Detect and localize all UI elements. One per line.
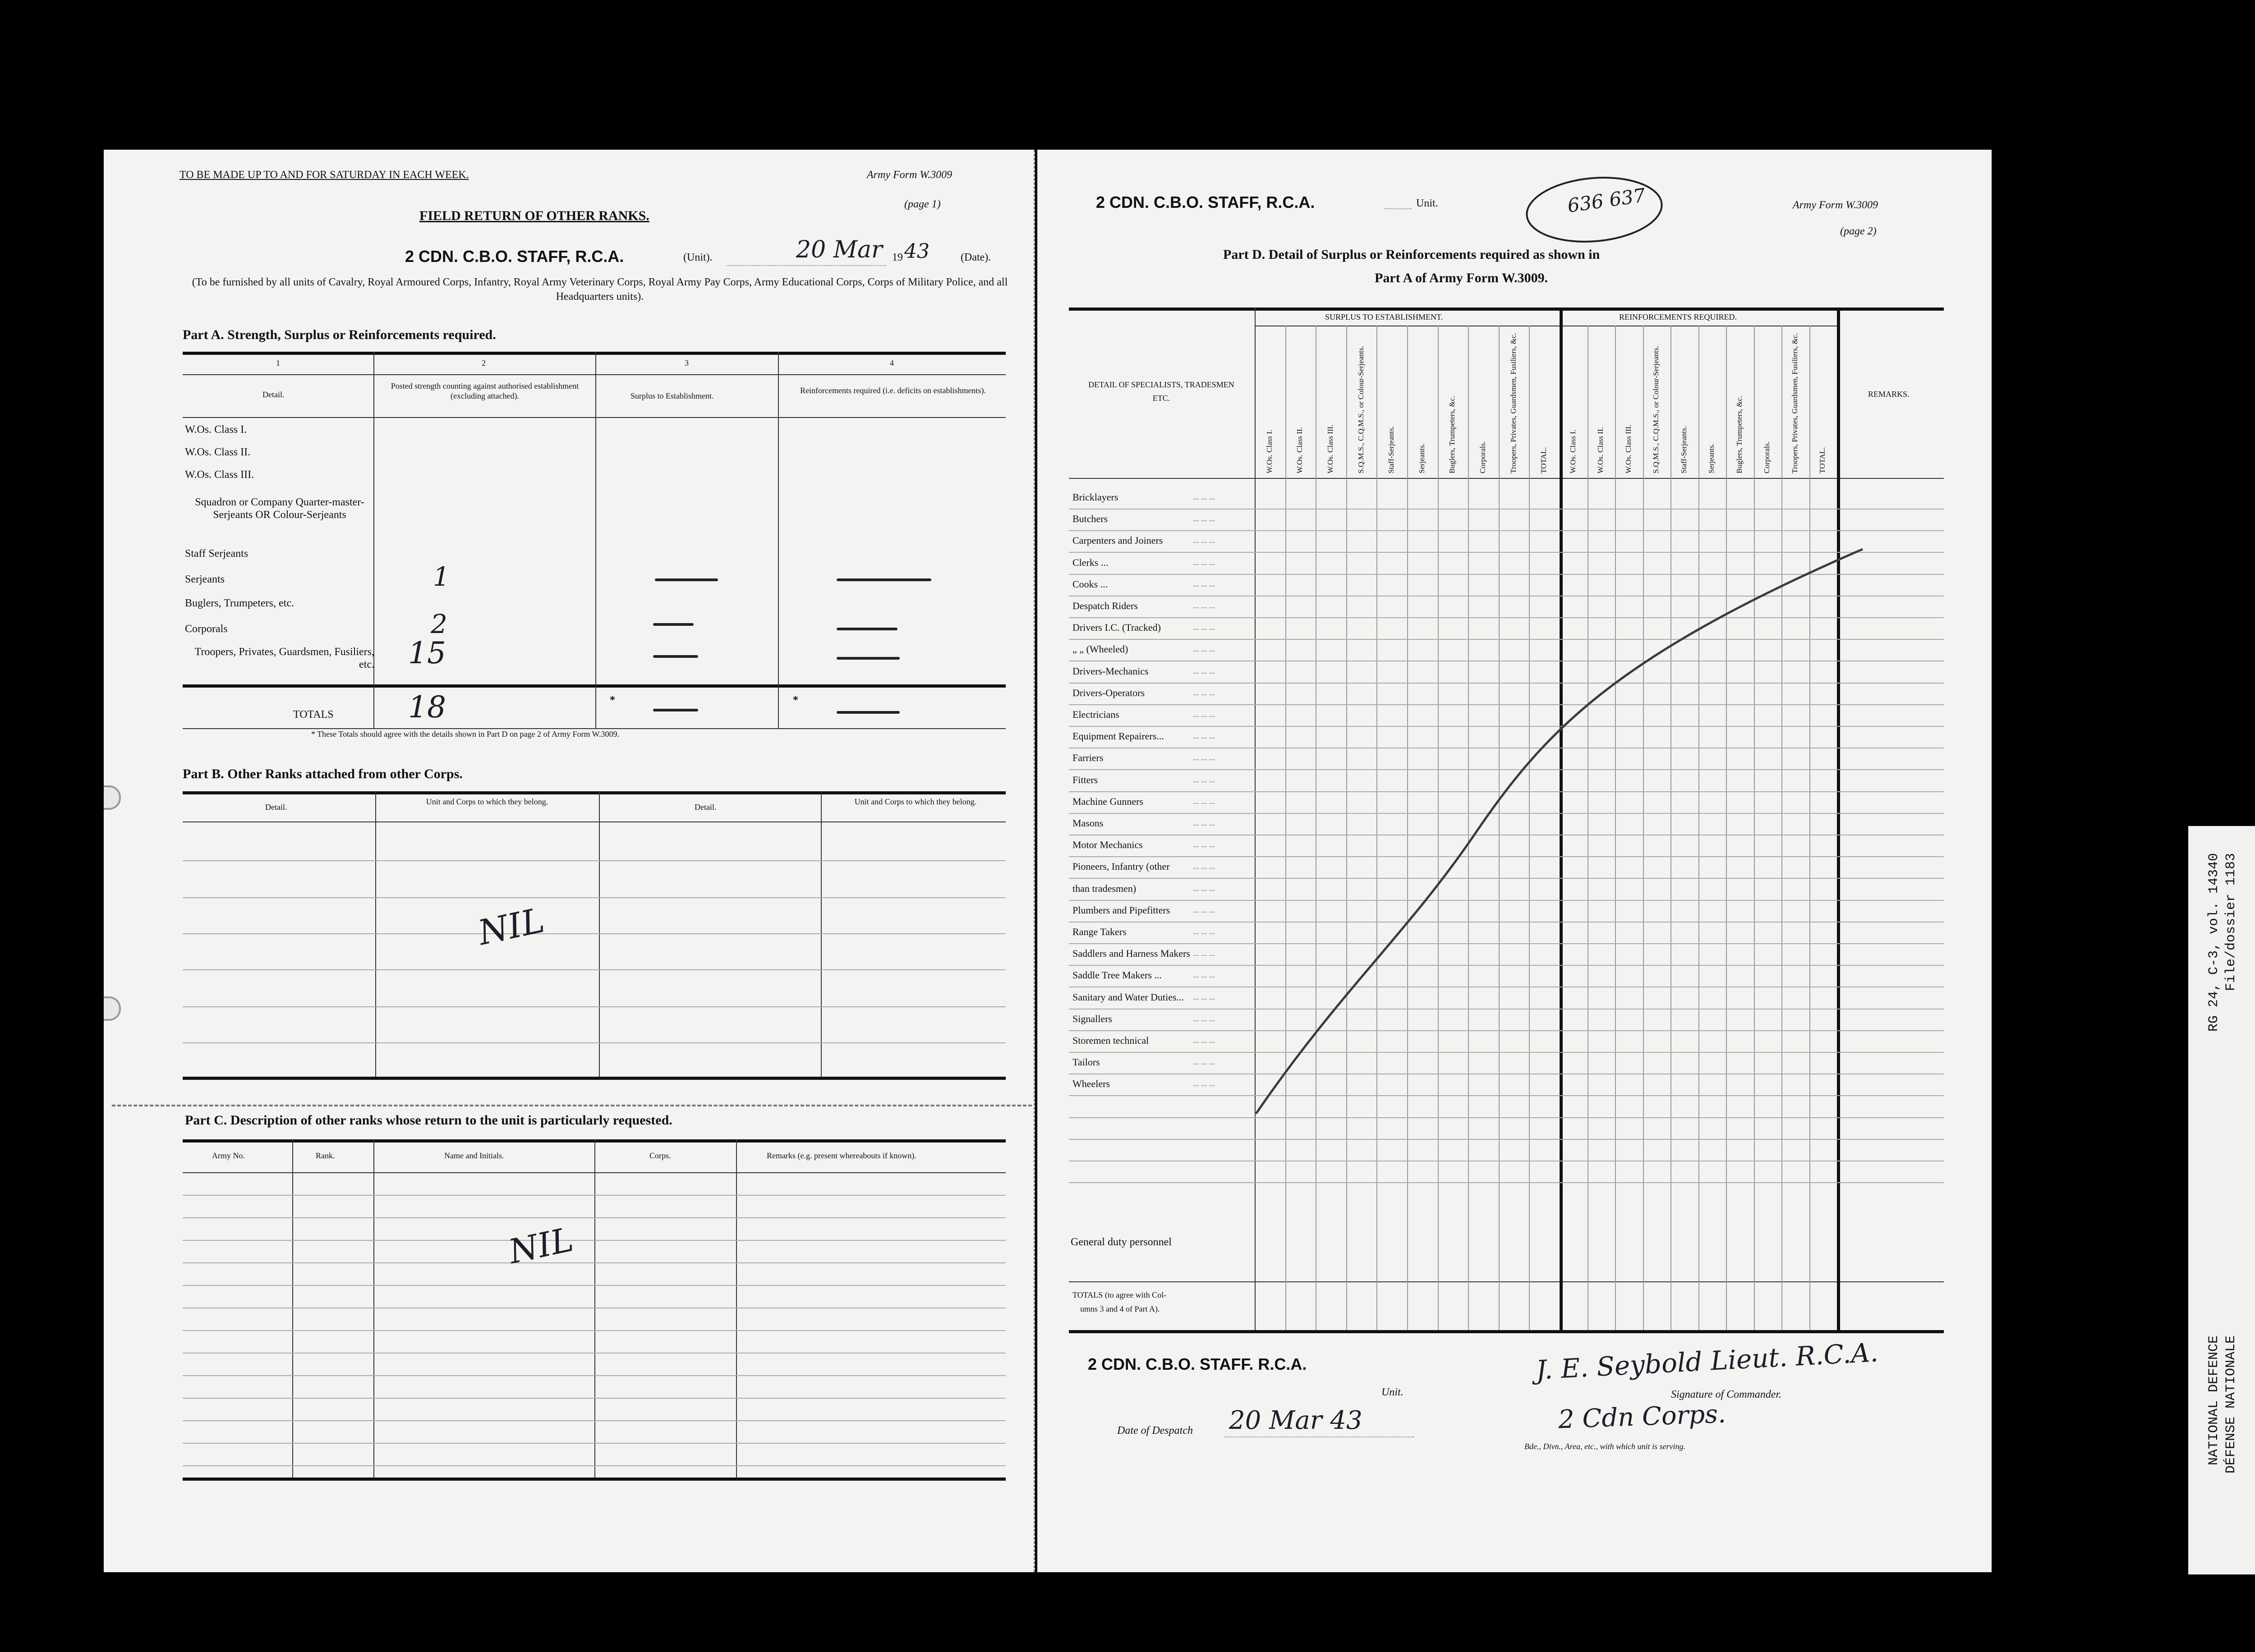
rank-column-header: Troopers, Privates, Guardsmen, Fusiliers, &c. [1509, 333, 1518, 473]
row-rule [1069, 1139, 1944, 1140]
surplus-nil-dash [653, 623, 694, 626]
archive-reference-2: File/dossier 1183 [2223, 853, 2239, 991]
trade-label: Equipment Repairers... [1072, 730, 1164, 742]
reinforcements-header: REINFORCEMENTS REQUIRED. [1619, 312, 1737, 321]
rank-column-header: Buglers, Trumpeters, &c. [1735, 395, 1744, 473]
posted-troopers: 15 [408, 636, 446, 670]
detail-header: DETAIL OF SPECIALISTS, TRADESMEN ETC. [1088, 380, 1234, 403]
trade-label: Carpenters and Joiners [1072, 535, 1163, 546]
header-remarks: Remarks (e.g. present whereabouts if known). [767, 1151, 916, 1160]
header-unit-corps: Unit and Corps to which they belong. [854, 797, 977, 806]
archive-reference-strip [2188, 826, 2255, 1574]
totals-label-1: TOTALS (to agree with Col- [1072, 1290, 1167, 1299]
header-name: Name and Initials. [444, 1151, 504, 1160]
leader-dots: ... ... ... [1193, 775, 1215, 784]
header-army-no: Army No. [212, 1151, 245, 1160]
trade-label: Sanitary and Water Duties... [1072, 991, 1184, 1003]
header-corps: Corps. [649, 1151, 671, 1160]
leader-dots: ... ... ... [1193, 796, 1215, 806]
posted-serjeants: 1 [433, 561, 450, 592]
part-b-heading: Part B. Other Ranks attached from other Corps. [183, 766, 463, 781]
year-prefix: 19 [892, 252, 903, 263]
footer-unit-label: Unit. [1381, 1386, 1404, 1398]
surplus-header: SURPLUS TO ESTABLISHMENT. [1325, 312, 1443, 321]
rank-column-header: W.Os. Class I. [1265, 429, 1274, 473]
trade-label: Plumbers and Pipefitters [1072, 904, 1170, 916]
trade-label: Saddlers and Harness Makers [1072, 948, 1190, 959]
trade-label: Machine Gunners [1072, 795, 1144, 807]
leader-dots: ... ... ... [1193, 514, 1215, 523]
leader-dots: ... ... ... [1193, 992, 1215, 1001]
return-year: 43 [904, 240, 930, 263]
trade-label: Fitters [1072, 774, 1098, 785]
trade-label: Despatch Riders [1072, 600, 1138, 611]
row-label: Troopers, Privates, Guardsmen, Fusiliers, etc. [194, 646, 374, 670]
totals-asterisk: * [793, 694, 798, 706]
general-duty-label: General duty personnel [1071, 1236, 1172, 1248]
row-label: W.Os. Class II. [185, 446, 251, 458]
part-a-top-rule [183, 352, 1006, 355]
col-number: 4 [890, 358, 894, 367]
page-fold-line [1034, 150, 1040, 1572]
col-number: 1 [276, 358, 280, 367]
leader-dots: ... ... ... [1193, 731, 1215, 741]
leader-dots: ... ... ... [1193, 557, 1215, 567]
reinforcement-nil-dash [837, 657, 900, 660]
leader-dots: ... ... ... [1193, 927, 1215, 936]
trade-label: Drivers I.C. (Tracked) [1072, 622, 1161, 633]
totals-asterisk: * [610, 694, 615, 706]
header-detail: Detail. [262, 390, 285, 399]
despatch-label: Date of Despatch [1117, 1425, 1193, 1436]
archive-reference-1: RG 24, C-3, vol. 14340 [2206, 853, 2222, 1032]
part-d-top-rule [1069, 307, 1944, 311]
trade-label: Storemen technical [1072, 1035, 1149, 1046]
row-rule [1069, 1182, 1944, 1183]
leader-dots: ... ... ... [1193, 1014, 1215, 1023]
totals-label-2: umns 3 and 4 of Part A). [1080, 1304, 1160, 1313]
part-c-nil: NIL [505, 1220, 577, 1271]
date-line [726, 265, 886, 266]
leader-dots: ... ... ... [1193, 710, 1215, 719]
header-reinforcements: Reinforcements required (i.e. deficits on establishments). [800, 386, 986, 395]
row-label: Corporals [185, 623, 228, 635]
leader-dots: ... ... ... [1193, 1079, 1215, 1088]
formation-name: 2 Cdn Corps. [1557, 1399, 1726, 1435]
rank-column-header: Staff-Serjeants. [1387, 426, 1396, 473]
surplus-nil-dash [653, 709, 698, 711]
department-fr: DÉFENSE NATIONALE [2223, 1335, 2239, 1474]
rank-column-header: Corporals. [1763, 441, 1772, 473]
trade-label: Masons [1072, 817, 1104, 829]
trade-label: Drivers-Operators [1072, 687, 1145, 698]
trade-label: Wheelers [1072, 1078, 1110, 1090]
trade-label: Range Takers [1072, 926, 1127, 937]
leader-dots: ... ... ... [1193, 949, 1215, 958]
unit-line [1385, 208, 1412, 209]
page2-form-number: Army Form W.3009 [1793, 199, 1878, 211]
leader-dots: ... ... ... [1193, 883, 1215, 893]
rank-column-header: Serjeants. [1707, 443, 1716, 473]
rank-column-header: Staff-Serjeants. [1679, 426, 1688, 473]
rank-column-header: TOTAL. [1818, 447, 1827, 473]
page2-unit-label: Unit. [1416, 197, 1438, 209]
trade-label: Farriers [1072, 752, 1104, 764]
trade-label: than tradesmen) [1072, 882, 1137, 894]
trade-label: Motor Mechanics [1072, 839, 1143, 851]
trade-label: Cooks ... [1072, 578, 1108, 590]
row-label: Staff Serjeants [185, 548, 249, 560]
trade-label: Butchers [1072, 513, 1108, 525]
cancellation-line [1249, 541, 1872, 1123]
weekly-instruction: TO BE MADE UP TO AND FOR SATURDAY IN EACH WEEK. [179, 169, 469, 181]
header-surplus: Surplus to Establishment. [630, 391, 714, 400]
perforation-line [112, 1105, 1032, 1106]
reinforcement-nil-dash [837, 628, 897, 630]
leader-dots: ... ... ... [1193, 688, 1215, 697]
commander-signature: J. E. Seybold Lieut. R.C.A. [1535, 1337, 1879, 1386]
totals-footnote: * These Totals should agree with the details shown in Part D on page 2 of Army Form W.3009. [311, 730, 619, 739]
leader-dots: ... ... ... [1193, 492, 1215, 501]
col-number: 3 [685, 358, 689, 367]
rank-column-header: TOTAL. [1539, 447, 1548, 473]
page-number: (page 1) [904, 198, 941, 210]
row-label: W.Os. Class I. [185, 424, 247, 436]
header-unit-corps: Unit and Corps to which they belong. [426, 797, 548, 806]
trade-label: Bricklayers [1072, 491, 1118, 503]
rank-column-header: Buglers, Trumpeters, &c. [1448, 395, 1457, 473]
return-date: 20 Mar [796, 236, 883, 263]
trade-label: Signallers [1072, 1013, 1112, 1024]
unit-label: (Unit). [683, 252, 713, 263]
header-rank: Rank. [316, 1151, 335, 1160]
rank-column-header: W.Os. Class III. [1326, 424, 1335, 473]
rank-column-header: W.Os. Class I. [1568, 429, 1577, 473]
reinforcement-nil-dash [837, 711, 900, 714]
form-number: Army Form W.3009 [867, 169, 953, 181]
leader-dots: ... ... ... [1193, 753, 1215, 762]
leader-dots: ... ... ... [1193, 644, 1215, 654]
header-posted-strength: Posted strength counting against authorised establishment (excluding attached). [391, 381, 579, 400]
row-label: Squadron or Company Quarter-master-Serjeants OR Colour-Serjeants [195, 496, 364, 521]
part-b-nil: NIL [474, 899, 548, 953]
row-rule [1069, 530, 1944, 531]
unit-name: 2 CDN. C.B.O. STAFF, R.C.A. [405, 247, 624, 266]
posted-corporals: 2 [431, 609, 447, 639]
rank-column-header: S.Q.M.S., C.Q.M.S., or Colour-Serjeants. [1652, 345, 1661, 473]
reinforcement-nil-dash [837, 578, 931, 581]
row-label: W.Os. Class III. [185, 469, 254, 481]
leader-dots: ... ... ... [1193, 536, 1215, 545]
page-title: FIELD RETURN OF OTHER RANKS. [419, 208, 649, 223]
leader-dots: ... ... ... [1193, 862, 1215, 871]
trade-label: Clerks ... [1072, 556, 1109, 568]
part-c-heading: Part C. Description of other ranks whose return to the unit is particularly requested. [185, 1113, 672, 1128]
totals-label: TOTALS [293, 709, 334, 720]
remarks-header: REMARKS. [1868, 390, 1910, 399]
row-label: Buglers, Trumpeters, etc. [185, 597, 294, 609]
page2-page-number: (page 2) [1840, 225, 1877, 237]
row-label: Serjeants [185, 574, 225, 585]
leader-dots: ... ... ... [1193, 579, 1215, 588]
surplus-nil-dash [655, 578, 718, 581]
rank-column-header: Serjeants. [1417, 443, 1426, 473]
rank-column-header: W.Os. Class III. [1624, 424, 1633, 473]
trade-label: Drivers-Mechanics [1072, 665, 1149, 677]
posted-total: 18 [408, 690, 446, 725]
footer-unit-name: 2 CDN. C.B.O. STAFF. R.C.A. [1088, 1355, 1307, 1373]
trade-label: „ „ (Wheeled) [1072, 643, 1128, 655]
leader-dots: ... ... ... [1193, 601, 1215, 610]
date-label: (Date). [961, 252, 991, 263]
rank-column-header: Corporals. [1478, 441, 1487, 473]
leader-dots: ... ... ... [1193, 970, 1215, 980]
hand-reference-number: 636 637 [1566, 184, 1647, 217]
trade-label: Electricians [1072, 709, 1119, 720]
leader-dots: ... ... ... [1193, 905, 1215, 914]
leader-dots: ... ... ... [1193, 1036, 1215, 1045]
department-en: NATIONAL DEFENCE [2206, 1335, 2222, 1466]
leader-dots: ... ... ... [1193, 1057, 1215, 1067]
formation-label: Bde., Divn., Area, etc., with which unit is serving. [1524, 1442, 1685, 1451]
leader-dots: ... ... ... [1193, 623, 1215, 632]
leader-dots: ... ... ... [1193, 818, 1215, 827]
trade-label: Pioneers, Infantry (other [1072, 861, 1170, 872]
rank-column-header: W.Os. Class II. [1596, 427, 1605, 473]
despatch-date: 20 Mar 43 [1229, 1406, 1362, 1435]
page2-unit-name: 2 CDN. C.B.O. STAFF, R.C.A. [1096, 193, 1315, 211]
col-number: 2 [482, 358, 486, 367]
rank-column-header: S.Q.M.S., C.Q.M.S., or Colour-Serjeants. [1356, 345, 1365, 473]
part-d-subheading: Part A of Army Form W.3009. [1375, 271, 1548, 285]
leader-dots: ... ... ... [1193, 840, 1215, 849]
part-d-heading: Part D. Detail of Surplus or Reinforcements required as shown in [1223, 247, 1600, 262]
surplus-nil-dash [653, 655, 698, 658]
trade-label: Tailors [1072, 1056, 1100, 1068]
part-a-heading: Part A. Strength, Surplus or Reinforcements required. [183, 327, 496, 342]
header-detail: Detail. [265, 803, 287, 812]
rank-column-header: W.Os. Class II. [1295, 427, 1304, 473]
leader-dots: ... ... ... [1193, 666, 1215, 675]
header-detail: Detail. [695, 803, 717, 812]
trade-label: Saddle Tree Makers ... [1072, 969, 1162, 981]
furnish-note: (To be furnished by all units of Cavalry, Royal Armoured Corps, Infantry, Royal Army Veterinary Corps, Royal Army Pay Corps, Army Educational Corps, Corps of Military Police, and all Headquarters units). [192, 276, 1008, 303]
signature-label: Signature of Commander. [1671, 1389, 1782, 1400]
rank-column-header: Troopers, Privates, Guardsmen, Fusiliers, &c. [1790, 333, 1799, 473]
